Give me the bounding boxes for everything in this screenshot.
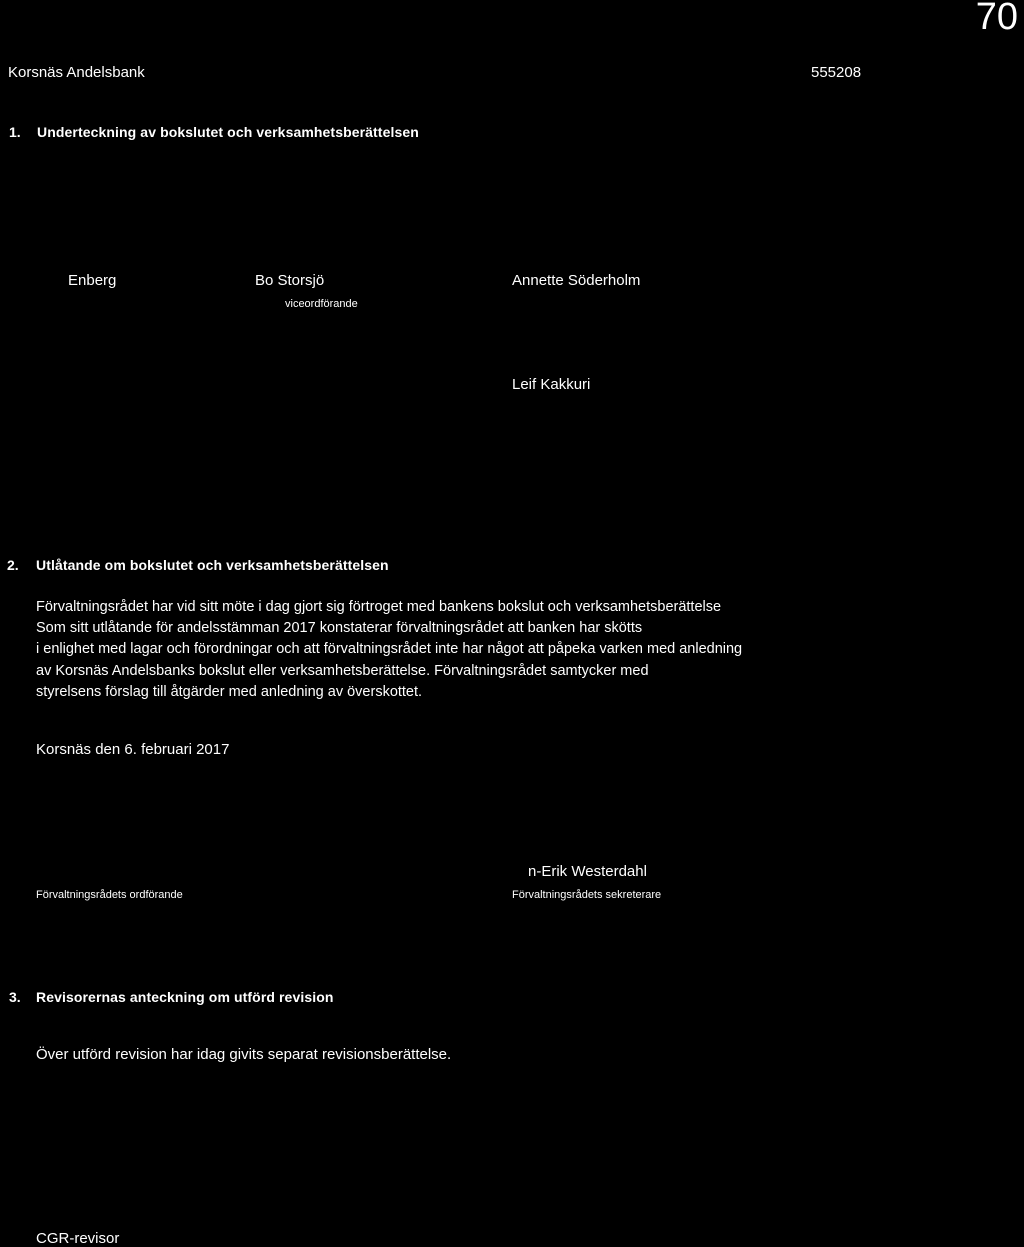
chair-role: Förvaltningsrådets ordförande	[36, 889, 183, 901]
signatory-name: Bo Storsjö	[255, 272, 325, 289]
signatory-role: viceordförande	[285, 298, 358, 310]
section-2-title: Utlåtande om bokslutet och verksamhetsberättelsen	[36, 557, 389, 573]
paragraph-line: styrelsens förslag till åtgärder med anledning av överskottet.	[36, 683, 423, 700]
section-3-title: Revisorernas anteckning om utförd revision	[36, 989, 334, 1005]
bank-name: Korsnäs Andelsbank	[8, 64, 145, 81]
section-1-title: Underteckning av bokslutet och verksamhetsberättelsen	[37, 124, 419, 140]
section-3-number: 3.	[9, 989, 21, 1005]
paragraph-line: av Korsnäs Andelsbanks bokslut eller verksamhetsberättelse. Förvaltningsrådet samtycker med	[36, 662, 649, 679]
auditor-title: CGR-revisor	[36, 1230, 120, 1247]
signatory-name: Leif Kakkuri	[512, 376, 591, 393]
id-number: 555208	[811, 64, 862, 81]
paragraph-line: Som sitt utlåtande för andelsstämman 2017 konstaterar förvaltningsrådet att banken har skötts	[36, 620, 643, 637]
section-2-number: 2.	[7, 557, 19, 573]
section-1-number: 1.	[9, 124, 21, 140]
signatory-name: Annette Söderholm	[512, 272, 641, 289]
page-number: 70	[975, 0, 1018, 38]
paragraph-line: i enlighet med lagar och förordningar och att förvaltningsrådet inte har något att påpeka varken med anledning	[36, 641, 743, 658]
statement-paragraph	[36, 597, 742, 703]
paragraph-line: Förvaltningsrådet har vid sitt möte i dag gjort sig förtroget med bankens bokslut och verksamhetsberättelse	[36, 599, 722, 615]
place-date: Korsnäs den 6. februari 2017	[36, 741, 230, 758]
secretary-name: n-Erik Westerdahl	[528, 863, 647, 880]
signatory-name: Enberg	[68, 272, 117, 289]
secretary-role: Förvaltningsrådets sekreterare	[512, 889, 662, 901]
audit-statement: Över utförd revision har idag givits separat revisionsberättelse.	[36, 1046, 452, 1063]
